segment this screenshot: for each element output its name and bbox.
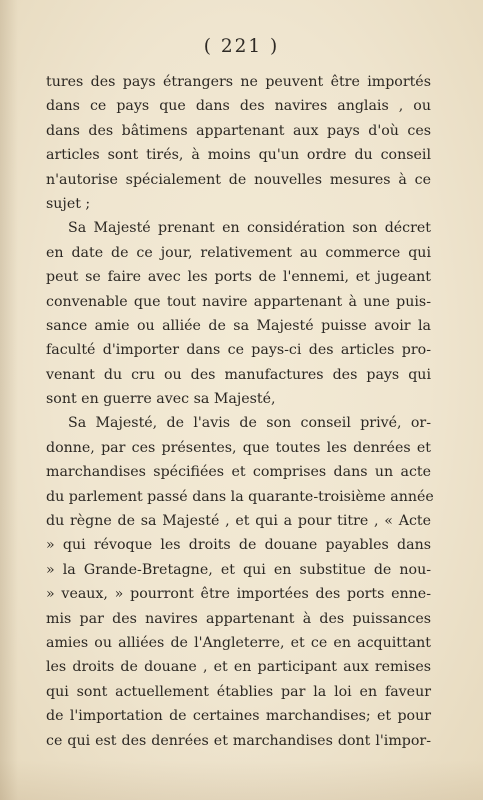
paragraph-start-line: Sa Majesté, de l'avis de son conseil privé, or-: [68, 415, 431, 432]
text-line: venant du cru ou des manufactures des pays qui: [46, 366, 431, 383]
text-line: donne, par ces présentes, que toutes les denrées et: [46, 439, 431, 456]
text-line: amies ou alliées de l'Angleterre, et ce en acquittant: [46, 634, 431, 651]
text-line: dans ce pays que dans des navires anglais , ou: [46, 98, 431, 115]
text-line: en date de ce jour, relativement au commerce qui: [46, 244, 431, 261]
text-line: articles sont tirés, à moins qu'un ordre du conseil: [46, 147, 431, 164]
text-line: » veaux, » pourront être importées des ports enne-: [46, 586, 431, 603]
text-line: peut se faire avec les ports de l'ennemi, et jugeant: [46, 269, 431, 286]
paragraph-start-line: Sa Majesté prenant en considération son décret: [68, 220, 431, 237]
text-line: faculté d'importer dans ce pays-ci des articles pro-: [46, 342, 431, 359]
text-line: dans des bâtimens appartenant aux pays d'où ces: [46, 122, 431, 139]
text-line: tures des pays étrangers ne peuvent être importés: [46, 74, 431, 90]
text-line: les droits de douane , et en participant aux remises: [46, 659, 431, 676]
text-line: qui sont actuellement établies par la loi en faveur: [46, 683, 431, 700]
text-line: marchandises spécifiées et comprises dans un acte: [46, 464, 431, 481]
text-line: du règne de sa Majesté , et qui a pour titre , « Acte: [46, 513, 431, 530]
page-number: ( 221 ): [203, 36, 280, 57]
page-bottom-shading: [0, 760, 483, 800]
text-line: convenable que tout navire appartenant à une puis-: [46, 293, 431, 310]
page-text: [46, 70, 434, 753]
text-line: de l'importation de certaines marchandises; et pour: [46, 708, 431, 725]
text-line: sujet ;: [46, 195, 91, 212]
text-line: du parlement passé dans la quarante-troisième année: [46, 488, 434, 505]
text-line: » la Grande-Bretagne, et qui en substitue de nou-: [46, 561, 431, 578]
text-line: ce qui est des denrées et marchandises dont l'impor-: [46, 732, 431, 749]
text-line: sance amie ou alliée de sa Majesté puisse avoir la: [46, 317, 431, 334]
text-line: sont en guerre avec sa Majesté,: [46, 391, 276, 408]
text-line: » qui révoque les droits de douane payables dans: [46, 537, 431, 554]
text-line: n'autorise spécialement de nouvelles mesures à ce: [46, 171, 431, 188]
text-line: mis par des navires appartenant à des puissances: [46, 610, 431, 627]
page-gutter-shadow: [0, 0, 18, 800]
